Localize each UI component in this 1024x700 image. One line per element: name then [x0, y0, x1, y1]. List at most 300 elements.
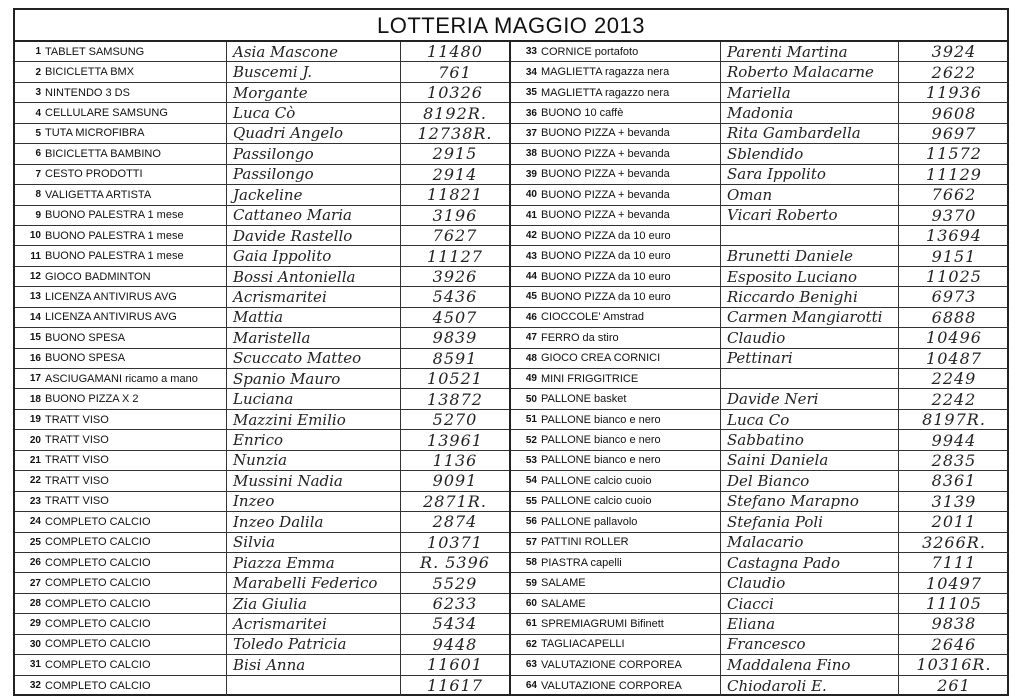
- winner-name: Davide Rastello: [227, 226, 401, 245]
- winner-name: Bossi Antoniella: [227, 267, 401, 286]
- prize-item: BUONO PIZZA + bevanda: [539, 185, 721, 204]
- winner-name: Claudio: [721, 573, 899, 592]
- prize-number: 6: [35, 148, 41, 160]
- ticket-number: 8361: [931, 471, 977, 491]
- prize-item: COMPLETO CALCIO: [43, 635, 227, 654]
- ticket-number: 10316R.: [916, 655, 992, 675]
- table-row: [511, 349, 1009, 369]
- ticket-number: 9839: [432, 328, 478, 348]
- prize-number: 17: [29, 373, 41, 385]
- prize-number: 26: [29, 557, 41, 569]
- prize-number: 14: [29, 311, 41, 323]
- winner-name: Scuccato Matteo: [227, 349, 401, 368]
- ticket-number: 5529: [432, 573, 478, 593]
- ticket-number: 3926: [432, 267, 478, 287]
- ticket-number: 2835: [931, 450, 977, 470]
- prize-number: 21: [29, 454, 41, 466]
- prize-number: 59: [525, 577, 537, 589]
- prize-number: 41: [525, 209, 537, 221]
- page-title: LOTTERIA MAGGIO 2013: [15, 10, 1007, 42]
- ticket-number: 11480: [427, 42, 483, 62]
- ticket-number: 261: [937, 676, 971, 696]
- winner-name: Sara Ippolito: [721, 165, 899, 184]
- prize-item: PALLONE calcio cuoio: [539, 492, 721, 511]
- ticket-number: R. 5396: [420, 553, 490, 573]
- table-row: [511, 594, 1009, 614]
- prize-number: 37: [525, 127, 537, 139]
- winner-name: Buscemi J.: [227, 62, 401, 81]
- ticket-number: 10496: [926, 328, 982, 348]
- left-prize-table: [15, 42, 511, 696]
- prize-number: 19: [29, 414, 41, 426]
- winner-name: Quadri Angelo: [227, 124, 401, 143]
- winner-name: Davide Neri: [721, 389, 899, 408]
- table-row: [511, 287, 1009, 307]
- prize-item: VALUTAZIONE CORPOREA: [539, 655, 721, 674]
- prize-number: 28: [29, 598, 41, 610]
- winner-name: Pettinari: [721, 349, 899, 368]
- prize-number: 11: [30, 250, 41, 262]
- table-row: [15, 655, 509, 675]
- winner-name: Chiodaroli E.: [721, 676, 899, 696]
- prize-number: 9: [35, 209, 41, 221]
- table-row: [15, 553, 509, 573]
- ticket-number: 3266R.: [922, 532, 986, 552]
- winner-name: Maristella: [227, 328, 401, 347]
- winner-name: Oman: [721, 185, 899, 204]
- winner-name: Inzeo: [227, 492, 401, 511]
- table-row: [15, 512, 509, 532]
- table-row: [15, 594, 509, 614]
- winner-name: Inzeo Dalila: [227, 512, 401, 531]
- ticket-number: 11821: [427, 185, 483, 205]
- prize-number: 60: [525, 598, 537, 610]
- table-row: [15, 573, 509, 593]
- prize-item: BUONO PALESTRA 1 mese: [43, 226, 227, 245]
- prize-item: TRATT VISO: [43, 492, 227, 511]
- table-row: [15, 42, 509, 62]
- table-row: [15, 533, 509, 553]
- winner-name: Roberto Malacarne: [721, 62, 899, 81]
- winner-name: Sabbatino: [721, 430, 899, 449]
- winner-name: Bisi Anna: [227, 655, 401, 674]
- prize-item: PALLONE bianco e nero: [539, 430, 721, 449]
- prize-item: TUTA MICROFIBRA: [43, 124, 227, 143]
- ticket-number: 5270: [432, 410, 478, 430]
- table-row: [511, 471, 1009, 491]
- prize-item: VALUTAZIONE CORPOREA: [539, 676, 721, 696]
- winner-name: Stefania Poli: [721, 512, 899, 531]
- winner-name: Jackeline: [227, 185, 401, 204]
- prize-item: TAGLIACAPELLI: [539, 635, 721, 654]
- prize-number: 20: [29, 434, 41, 446]
- prize-item: MINI FRIGGITRICE: [539, 369, 721, 388]
- prize-number: 50: [525, 393, 537, 405]
- ticket-number: 10371: [427, 532, 483, 552]
- prize-number: 7: [35, 168, 41, 180]
- prize-number: 27: [29, 577, 41, 589]
- winner-name: Nunzia: [227, 451, 401, 470]
- winner-name: Mattia: [227, 308, 401, 327]
- ticket-number: 7662: [931, 185, 977, 205]
- prize-number: 58: [525, 557, 537, 569]
- prize-number: 48: [525, 352, 537, 364]
- prize-number: 30: [29, 638, 41, 650]
- ticket-number: 9370: [931, 205, 977, 225]
- ticket-number: 2249: [931, 369, 977, 389]
- winner-name: Mussini Nadia: [227, 471, 401, 490]
- table-row: [511, 103, 1009, 123]
- prize-number: 40: [525, 189, 537, 201]
- winner-name: Ciacci: [721, 594, 899, 613]
- ticket-number: 6888: [931, 307, 977, 327]
- table-row: [511, 308, 1009, 328]
- table-row: [511, 369, 1009, 389]
- ticket-number: 3196: [432, 205, 478, 225]
- ticket-number: 12738R.: [417, 123, 493, 143]
- ticket-number: 11601: [427, 655, 483, 675]
- prize-number: 46: [525, 311, 537, 323]
- ticket-number: 2874: [432, 512, 478, 532]
- winner-name: Spanio Mauro: [227, 369, 401, 388]
- prize-item: PALLONE calcio cuoio: [539, 471, 721, 490]
- table-row: [511, 328, 1009, 348]
- prize-number: 31: [29, 659, 41, 671]
- prize-number: 22: [29, 475, 41, 487]
- table-row: [15, 635, 509, 655]
- prize-item: PALLONE pallavolo: [539, 512, 721, 531]
- winner-name: Passilongo: [227, 144, 401, 163]
- prize-item: COMPLETO CALCIO: [43, 553, 227, 572]
- table-row: [511, 124, 1009, 144]
- table-row: [511, 492, 1009, 512]
- winner-name: Esposito Luciano: [721, 267, 899, 286]
- winner-name: Parenti Martina: [721, 42, 899, 61]
- prize-item: COMPLETO CALCIO: [43, 655, 227, 674]
- ticket-number: 5434: [432, 614, 478, 634]
- prize-number: 52: [525, 434, 537, 446]
- prize-number: 49: [525, 373, 537, 385]
- table-row: [511, 246, 1009, 266]
- table-row: [511, 165, 1009, 185]
- prize-item: NINTENDO 3 DS: [43, 83, 227, 102]
- winner-name: Claudio: [721, 328, 899, 347]
- winner-name: Acrismaritei: [227, 614, 401, 633]
- ticket-number: 8591: [432, 348, 478, 368]
- prize-item: TRATT VISO: [43, 471, 227, 490]
- winner-name: Maddalena Fino: [721, 655, 899, 674]
- winner-name: Acrismaritei: [227, 287, 401, 306]
- table-row: [15, 124, 509, 144]
- prize-item: PATTINI ROLLER: [539, 533, 721, 552]
- prize-number: 15: [29, 332, 41, 344]
- table-row: [15, 471, 509, 491]
- table-row: [15, 206, 509, 226]
- prize-number: 47: [525, 332, 537, 344]
- ticket-number: 6233: [432, 594, 478, 614]
- prize-number: 55: [525, 495, 537, 507]
- winner-name: Mariella: [721, 83, 899, 102]
- ticket-number: 9091: [432, 471, 478, 491]
- prize-number: 2: [35, 66, 41, 78]
- prize-item: PALLONE bianco e nero: [539, 451, 721, 470]
- table-row: [511, 573, 1009, 593]
- ticket-number: 13694: [926, 226, 982, 246]
- prize-number: 57: [525, 536, 537, 548]
- table-row: [511, 635, 1009, 655]
- ticket-number: 11129: [926, 164, 982, 184]
- table-row: [15, 144, 509, 164]
- ticket-number: 9944: [931, 430, 977, 450]
- prize-number: 38: [525, 148, 537, 160]
- prize-number: 10: [29, 230, 41, 242]
- ticket-number: 2914: [432, 164, 478, 184]
- ticket-number: 11105: [926, 594, 982, 614]
- prize-item: SALAME: [539, 573, 721, 592]
- table-row: [15, 287, 509, 307]
- prize-item: MAGLIETTA ragazzo nera: [539, 83, 721, 102]
- ticket-number: 5436: [432, 287, 478, 307]
- prize-number: 18: [29, 393, 41, 405]
- prize-number: 56: [525, 516, 537, 528]
- prize-number: 45: [525, 291, 537, 303]
- prize-item: GIOCO CREA CORNICI: [539, 349, 721, 368]
- ticket-number: 9151: [931, 246, 977, 266]
- winner-name: Asia Mascone: [227, 42, 401, 61]
- winner-name: Malacario: [721, 533, 899, 552]
- prize-number: 24: [29, 516, 41, 528]
- winner-name: Morgante: [227, 83, 401, 102]
- prize-number: 34: [525, 66, 537, 78]
- prize-number: 32: [29, 680, 41, 692]
- ticket-number: 13961: [427, 430, 483, 450]
- winner-name: [721, 226, 899, 245]
- winner-name: Silvia: [227, 533, 401, 552]
- prize-number: 35: [525, 87, 537, 99]
- table-row: [15, 165, 509, 185]
- winner-name: Luca Cò: [227, 103, 401, 122]
- prize-number: 53: [525, 454, 537, 466]
- prize-item: CELLULARE SAMSUNG: [43, 103, 227, 122]
- prize-number: 64: [525, 680, 537, 692]
- winner-name: Zia Giulia: [227, 594, 401, 613]
- prize-number: 23: [29, 495, 41, 507]
- prize-number: 61: [525, 618, 537, 630]
- prize-number: 43: [525, 250, 537, 262]
- prize-item: BUONO PIZZA + bevanda: [539, 124, 721, 143]
- prize-item: BUONO PIZZA + bevanda: [539, 206, 721, 225]
- table-row: [15, 308, 509, 328]
- table-row: [15, 410, 509, 430]
- prize-item: TRATT VISO: [43, 410, 227, 429]
- ticket-number: 9838: [931, 614, 977, 634]
- prize-number: 54: [525, 475, 537, 487]
- table-row: [511, 430, 1009, 450]
- winner-name: Brunetti Daniele: [721, 246, 899, 265]
- prize-item: BUONO PIZZA da 10 euro: [539, 226, 721, 245]
- prize-number: 62: [525, 638, 537, 650]
- table-row: [15, 62, 509, 82]
- ticket-number: 10497: [926, 573, 982, 593]
- prize-item: BICICLETTA BMX: [43, 62, 227, 81]
- table-row: [15, 226, 509, 246]
- prize-item: COMPLETO CALCIO: [43, 676, 227, 696]
- winner-name: Sblendido: [721, 144, 899, 163]
- ticket-number: 2622: [931, 62, 977, 82]
- winner-name: Vicari Roberto: [721, 206, 899, 225]
- prize-number: 51: [525, 414, 537, 426]
- prize-item: BUONO PIZZA da 10 euro: [539, 267, 721, 286]
- lottery-sheet: [13, 8, 1009, 696]
- table-row: [511, 144, 1009, 164]
- prize-item: PALLONE basket: [539, 389, 721, 408]
- prize-number: 44: [525, 271, 537, 283]
- table-row: [511, 83, 1009, 103]
- winner-name: Toledo Patricia: [227, 635, 401, 654]
- prize-item: SPREMIAGRUMI Bifinett: [539, 614, 721, 633]
- prize-number: 16: [29, 352, 41, 364]
- winner-name: Eliana: [721, 614, 899, 633]
- table-row: [511, 267, 1009, 287]
- prize-item: BUONO PALESTRA 1 mese: [43, 246, 227, 265]
- prize-item: MAGLIETTA ragazza nera: [539, 62, 721, 81]
- winner-name: Gaia Ippolito: [227, 246, 401, 265]
- prize-number: 39: [525, 168, 537, 180]
- ticket-number: 6973: [931, 287, 977, 307]
- prize-number: 29: [29, 618, 41, 630]
- ticket-number: 7111: [931, 553, 977, 573]
- prize-number: 12: [29, 271, 41, 283]
- table-row: [15, 185, 509, 205]
- table-row: [511, 676, 1009, 696]
- prize-item: LICENZA ANTIVIRUS AVG: [43, 308, 227, 327]
- prize-item: BUONO SPESA: [43, 349, 227, 368]
- table-row: [15, 492, 509, 512]
- prize-item: ASCIUGAMANI ricamo a mano: [43, 369, 227, 388]
- table-row: [511, 614, 1009, 634]
- table-row: [15, 267, 509, 287]
- table-row: [15, 328, 509, 348]
- table-row: [511, 62, 1009, 82]
- prize-number: 42: [525, 230, 537, 242]
- ticket-number: 2871R.: [423, 491, 487, 511]
- prize-number: 4: [35, 107, 41, 119]
- winner-name: Francesco: [721, 635, 899, 654]
- right-prize-table: [511, 42, 1009, 696]
- table-row: [511, 655, 1009, 675]
- prize-item: BUONO PIZZA da 10 euro: [539, 287, 721, 306]
- prize-number: 25: [29, 536, 41, 548]
- prize-number: 63: [525, 659, 537, 671]
- prize-item: COMPLETO CALCIO: [43, 614, 227, 633]
- prize-item: VALIGETTA ARTISTA: [43, 185, 227, 204]
- prize-item: BUONO PIZZA + bevanda: [539, 165, 721, 184]
- prize-item: FERRO da stiro: [539, 328, 721, 347]
- table-row: [15, 246, 509, 266]
- table-row: [15, 451, 509, 471]
- prize-item: BUONO 10 caffè: [539, 103, 721, 122]
- ticket-number: 2011: [931, 512, 977, 532]
- prize-item: COMPLETO CALCIO: [43, 512, 227, 531]
- ticket-number: 11025: [926, 267, 982, 287]
- table-row: [15, 389, 509, 409]
- prize-number: 8: [35, 189, 41, 201]
- winner-name: Luca Co: [721, 410, 899, 429]
- winner-name: Passilongo: [227, 165, 401, 184]
- prize-item: CORNICE portafoto: [539, 42, 721, 61]
- winner-name: Castagna Pado: [721, 553, 899, 572]
- winner-name: Mazzini Emilio: [227, 410, 401, 429]
- prize-item: CIOCCOLE' Amstrad: [539, 308, 721, 327]
- prize-number: 13: [29, 291, 41, 303]
- table-row: [15, 614, 509, 634]
- table-row: [511, 553, 1009, 573]
- prize-item: PIASTRA capelli: [539, 553, 721, 572]
- winner-name: Del Bianco: [721, 471, 899, 490]
- table-row: [15, 83, 509, 103]
- table-row: [511, 389, 1009, 409]
- table-row: [15, 103, 509, 123]
- table-row: [511, 206, 1009, 226]
- ticket-number: 10521: [427, 369, 483, 389]
- ticket-number: 3924: [931, 42, 977, 62]
- table-row: [15, 430, 509, 450]
- winner-name: Enrico: [227, 430, 401, 449]
- table-row: [511, 42, 1009, 62]
- prize-item: TABLET SAMSUNG: [43, 42, 227, 61]
- winner-name: Cattaneo Maria: [227, 206, 401, 225]
- ticket-number: 11617: [427, 676, 483, 696]
- table-row: [511, 533, 1009, 553]
- winner-name: Luciana: [227, 389, 401, 408]
- ticket-number: 2242: [931, 389, 977, 409]
- winner-name: Marabelli Federico: [227, 573, 401, 592]
- ticket-number: 10487: [926, 348, 982, 368]
- ticket-number: 3139: [931, 491, 977, 511]
- prize-number: 33: [525, 46, 537, 58]
- ticket-number: 2646: [931, 634, 977, 654]
- ticket-number: 7627: [432, 226, 478, 246]
- prize-item: PALLONE bianco e nero: [539, 410, 721, 429]
- prize-item: BUONO PIZZA + bevanda: [539, 144, 721, 163]
- prize-item: LICENZA ANTIVIRUS AVG: [43, 287, 227, 306]
- prize-number: 36: [525, 107, 537, 119]
- ticket-number: 10326: [427, 83, 483, 103]
- ticket-number: 9608: [931, 103, 977, 123]
- prize-item: BUONO PALESTRA 1 mese: [43, 206, 227, 225]
- table-row: [15, 676, 509, 696]
- winner-name: [227, 676, 401, 696]
- winner-name: [721, 369, 899, 388]
- winner-name: Stefano Marapno: [721, 492, 899, 511]
- prize-number: 1: [35, 46, 41, 58]
- ticket-number: 4507: [432, 307, 478, 327]
- prize-item: BUONO PIZZA da 10 euro: [539, 246, 721, 265]
- ticket-number: 761: [438, 62, 472, 82]
- prize-number: 5: [35, 127, 41, 139]
- prize-item: TRATT VISO: [43, 430, 227, 449]
- prize-item: COMPLETO CALCIO: [43, 533, 227, 552]
- table-row: [511, 226, 1009, 246]
- ticket-number: 8192R.: [423, 103, 487, 123]
- ticket-number: 1136: [432, 450, 478, 470]
- table-row: [15, 349, 509, 369]
- prize-item: TRATT VISO: [43, 451, 227, 470]
- table-row: [511, 185, 1009, 205]
- prize-item: SALAME: [539, 594, 721, 613]
- table-row: [511, 410, 1009, 430]
- winner-name: Rita Gambardella: [721, 124, 899, 143]
